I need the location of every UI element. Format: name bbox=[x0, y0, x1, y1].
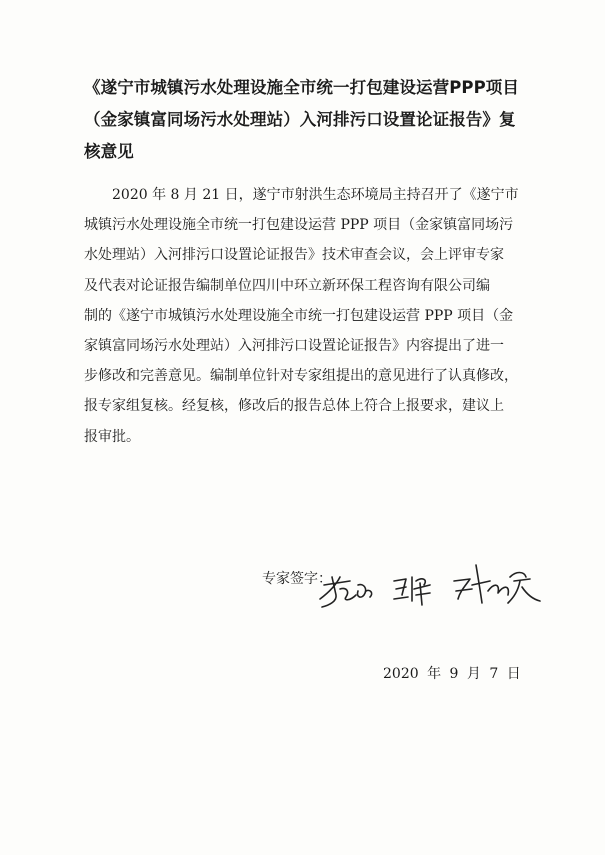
body-line: 步修改和完善意见。编制单位针对专家组提出的意见进行了认真修改， bbox=[84, 368, 518, 385]
handwritten-signature-3 bbox=[454, 565, 540, 603]
signature-label: 专家签字： bbox=[262, 571, 332, 587]
body-line: 城镇污水处理设施全市统一打包建设运营 PPP 项目（金家镇富同场污 bbox=[84, 217, 514, 234]
handwritten-signature-2 bbox=[394, 577, 430, 605]
body-line: 水处理站）入河排污口设置论证报告》技术审查会议，会上评审专家 bbox=[84, 247, 504, 264]
body-line: 制的《遂宁市城镇污水处理设施全市统一打包建设运营 PPP 项目（金 bbox=[84, 307, 514, 324]
handwritten-signature-1 bbox=[320, 577, 372, 607]
title-line: 《遂宁市城镇污水处理设施全市统一打包建设运营PPP项目 bbox=[84, 78, 519, 97]
body-line: 及代表对论证报告编制单位四川中环立新环保工程咨询有限公司编 bbox=[84, 277, 490, 294]
document-title bbox=[84, 72, 524, 168]
body-line: 2020 年 8 月 21 日，遂宁市射洪生态环境局主持召开了《遂宁市 bbox=[112, 187, 519, 203]
body-line: 家镇富同场污水处理站）入河排污口设置论证报告》内容提出了进一 bbox=[84, 338, 504, 355]
review-opinion-body bbox=[84, 180, 524, 452]
body-line: 报审批。 bbox=[84, 428, 140, 445]
title-line: （金家镇富同场污水处理站）入河排污口设置论证报告》复 bbox=[84, 110, 516, 129]
body-line: 报专家组复核。经复核，修改后的报告总体上符合上报要求，建议上 bbox=[84, 398, 504, 415]
document-date: 2020 年 9 月 7 日 bbox=[383, 666, 521, 682]
expert-signatures bbox=[310, 555, 550, 615]
title-line: 核意见 bbox=[84, 142, 134, 161]
